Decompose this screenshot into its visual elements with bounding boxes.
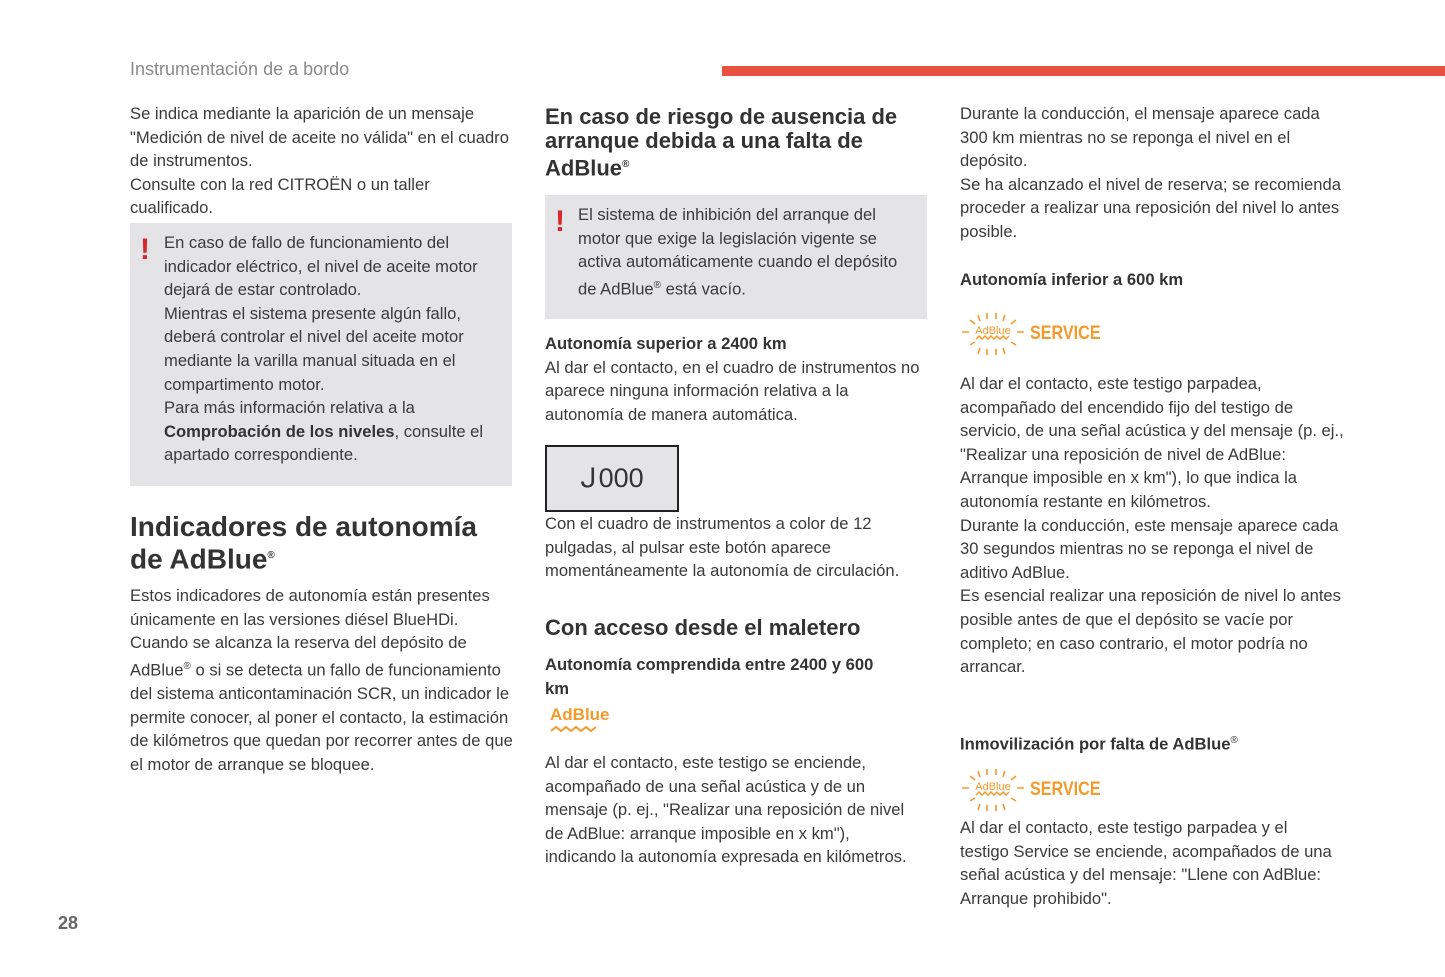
wrench-icon: ᒍ (580, 463, 597, 493)
header-accent-bar (722, 66, 1445, 76)
adblue-blink-icon (960, 768, 1026, 812)
paragraph: Al dar el contacto, este testigo se enciende, acompañado de una señal acústica y de un mensaje (p. ej., "Realizar una reposición de nivel de AdBlue: arranque imposible en x km"), indicando la autonomía expresada en kilómetros. (545, 753, 907, 867)
paragraph: Cuando se alcanza la reserva del depósito de AdBlue® o si se detecta un fallo de funcionamiento del sistema anticontaminación SCR, un indicador le permite conocer, al poner el contacto, la estimación de kilómetros que quedan por recorrer antes de que el motor de arranque se bloquee. (130, 633, 513, 774)
service-label: SERVICE (1030, 779, 1101, 800)
warning-text: En caso de fallo de funcionamiento del indicador eléctrico, el nivel de aceite motor dejará de estar controlado. (164, 233, 478, 300)
paragraph: Al dar el contacto, este testigo parpadea, acompañado del encendido fijo del testigo de servicio, de una señal acústica y del mensaje (p. ej., "Realizar una reposición de nivel de AdBlue: Arranque imposible en x km"), lo que indica la autonomía restante en kilómetros. (960, 374, 1344, 511)
adblue-service-icon (960, 768, 1113, 812)
warning-text: Mientras el sistema presente algún fallo, deberá controlar el nivel del aceite motor mediante la varilla manual situada en el compartimento motor. (164, 303, 464, 394)
paragraph: Estos indicadores de autonomía están presentes únicamente en las versiones diésel BlueHDi. (130, 586, 490, 629)
autonomy-button-display (545, 445, 679, 512)
exclamation-icon: ! (140, 233, 150, 266)
warning-text: , consulte el apartado correspondiente. (164, 421, 484, 465)
paragraph: Con el cuadro de instrumentos a color de 12 pulgadas, al pulsar este botón aparece momentáneamente la autonomía de circulación. (545, 514, 900, 581)
adblue-blink-icon (960, 312, 1026, 356)
paragraph: Durante la conducción, este mensaje aparece cada 30 segundos mientras no se reponga el nivel de aditivo AdBlue. (960, 515, 1339, 582)
service-label: SERVICE (1030, 323, 1101, 344)
paragraph: Al dar el contacto, en el cuadro de instrumentos no aparece ninguna información relativa a la autonomía de manera automática. (545, 357, 920, 424)
subheading: Autonomía inferior a 600 km (960, 270, 1184, 289)
subheading: Autonomía comprendida entre 2400 y 600 km (545, 655, 874, 698)
paragraph: Durante la conducción, el mensaje aparece cada 300 km mientras no se reponga el nivel en el depósito. (960, 104, 1320, 171)
adblue-service-icon (960, 312, 1113, 356)
paragraph: Consulte con la red CITROËN o un taller cualificado. (130, 174, 430, 218)
adblue-warning-icon: AdBlue (550, 705, 610, 733)
warning-text: El sistema de inhibición del arranque del motor que exige la legislación vigente se activa automáticamente cuando el depósito de AdBlue® está vacío. (578, 205, 898, 299)
subheading: Inmovilización por falta de AdBlue® (960, 734, 1238, 754)
paragraph: Se ha alcanzado el nivel de reserva; se recomienda proceder a realizar una reposición del nivel lo antes posible. (960, 174, 1341, 241)
heading-trunk-access: Con acceso desde el maletero (545, 615, 861, 640)
intro-text (130, 102, 515, 220)
subheading: Autonomía superior a 2400 km (545, 334, 787, 353)
paragraph: Es esencial realizar una reposición de nivel lo antes posible antes de que el depósito se vacíe por completo; en caso contrario, el motor podría no arrancar. (960, 586, 1341, 677)
svg-text:AdBlue: AdBlue (975, 325, 1011, 337)
link-checking-levels: Comprobación de los niveles (164, 421, 395, 441)
paragraph: Al dar el contacto, este testigo parpadea y el testigo Service se enciende, acompañados de una señal acústica y del mensaje: "Llene con AdBlue: Arranque prohibido". (960, 818, 1332, 908)
svg-text:AdBlue: AdBlue (975, 781, 1011, 793)
warning-text: Para más información relativa a la (164, 398, 415, 418)
warning-box (545, 195, 927, 319)
section-title: Instrumentación de a bordo (130, 59, 350, 79)
heading-risk: En caso de riesgo de ausencia de arranque debida a una falta de AdBlue® (545, 104, 898, 181)
heading-adblue-indicators: Indicadores de autonomía de AdBlue® (130, 511, 477, 575)
display-value: 000 (598, 463, 644, 493)
page-number: 28 (58, 913, 79, 933)
exclamation-icon: ! (555, 205, 565, 238)
warning-box (130, 223, 512, 486)
paragraph: Se indica mediante la aparición de un mensaje "Medición de nivel de aceite no válida" en el cuadro de instrumentos. (130, 104, 509, 171)
